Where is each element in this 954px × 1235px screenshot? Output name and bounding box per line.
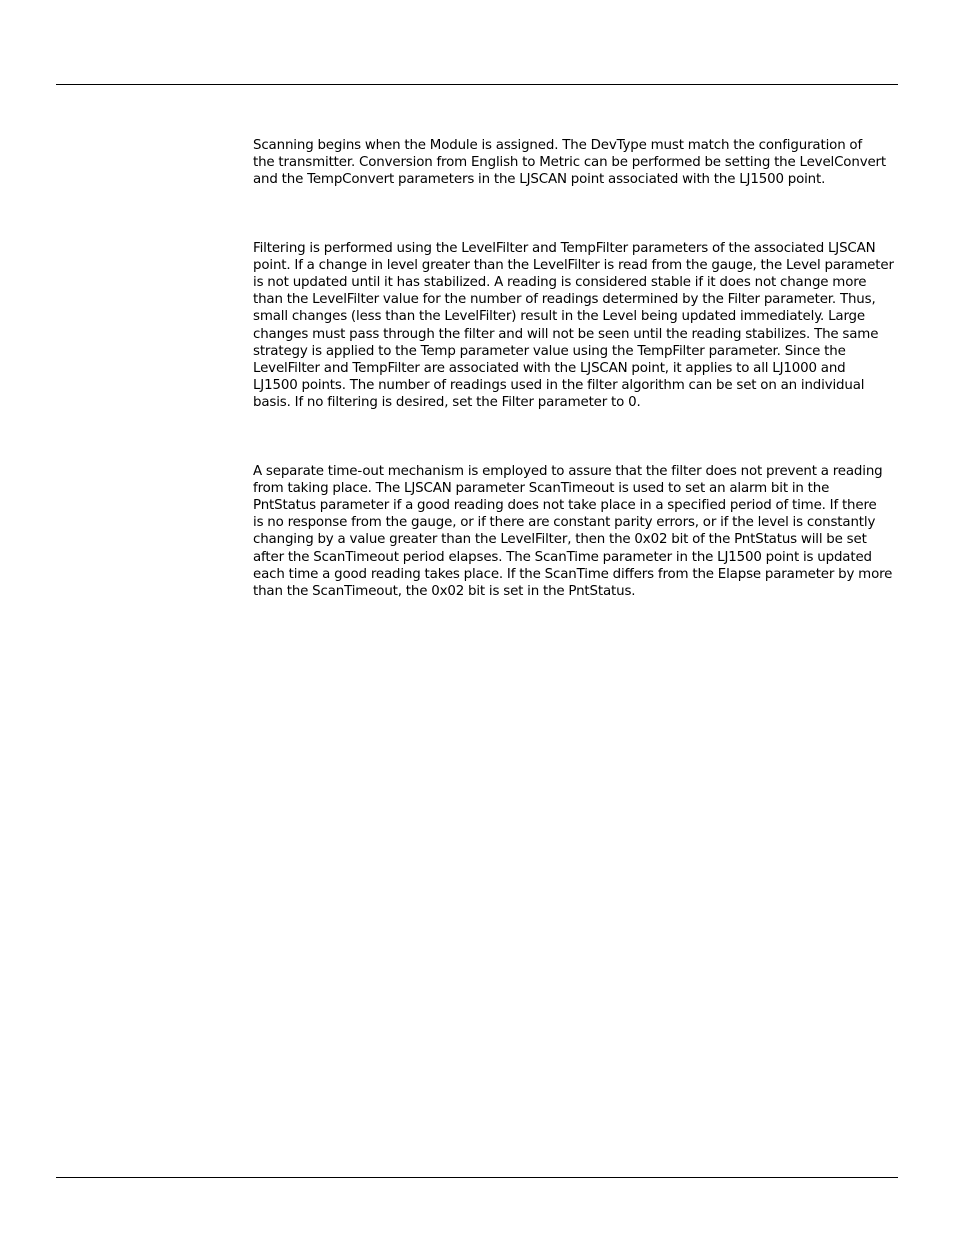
text-line: than the LevelFilter value for the number of readings determined by the Filter parameter. Thus, xyxy=(253,292,876,308)
text-line: from taking place. The LJSCAN parameter ScanTimeout is used to set an alarm bit in the xyxy=(253,480,830,496)
text-line: changing by a value greater than the LevelFilter, then the 0x02 bit of the PntStatus will be set xyxy=(253,532,867,548)
text-line: LJ1500 points. The number of readings used in the filter algorithm can be set on an individual xyxy=(253,378,865,394)
text-line: changes must pass through the filter and will not be seen until the reading stabilizes. The same xyxy=(253,326,879,342)
text-line: strategy is applied to the Temp parameter value using the TempFilter parameter. Since the xyxy=(253,343,846,359)
text-line: PntStatus parameter if a good reading does not take place in a specified period of time. If there xyxy=(253,498,877,514)
text-line: each time a good reading takes place. If the ScanTime differs from the Elapse parameter by more xyxy=(253,566,893,582)
text-line: is not updated until it has stabilized. A reading is considered stable if it does not change more xyxy=(253,275,867,291)
text-line: is no response from the gauge, or if there are constant parity errors, or if the level is constantly xyxy=(253,515,876,531)
text-line: A separate time-out mechanism is employed to assure that the filter does not prevent a reading xyxy=(253,463,883,479)
text-line: basis. If no filtering is desired, set the Filter parameter to 0. xyxy=(253,395,641,411)
document-body xyxy=(253,137,898,600)
paragraph-scanning xyxy=(253,137,898,189)
text-line: LevelFilter and TempFilter are associated with the LJSCAN point, it applies to all LJ1000 and xyxy=(253,361,846,377)
text-line: point. If a change in level greater than the LevelFilter is read from the gauge, the Level parameter xyxy=(253,257,894,273)
header-rule xyxy=(56,84,898,85)
footer-rule xyxy=(56,1177,898,1178)
text-line: and the TempConvert parameters in the LJSCAN point associated with the LJ1500 point. xyxy=(253,172,826,188)
paragraph-filtering xyxy=(253,240,898,412)
paragraph-timeout xyxy=(253,463,898,601)
text-line: the transmitter. Conversion from English to Metric can be performed be setting the LevelConvert xyxy=(253,155,887,171)
text-line: after the ScanTimeout period elapses. The ScanTime parameter in the LJ1500 point is updated xyxy=(253,549,872,565)
text-line: than the ScanTimeout, the 0x02 bit is set in the PntStatus. xyxy=(253,584,636,600)
text-line: small changes (less than the LevelFilter) result in the Level being updated immediately. Large xyxy=(253,309,865,325)
text-line: Scanning begins when the Module is assigned. The DevType must match the configuration of xyxy=(253,138,863,153)
text-line: Filtering is performed using the LevelFilter and TempFilter parameters of the associated LJSCAN xyxy=(253,240,876,256)
